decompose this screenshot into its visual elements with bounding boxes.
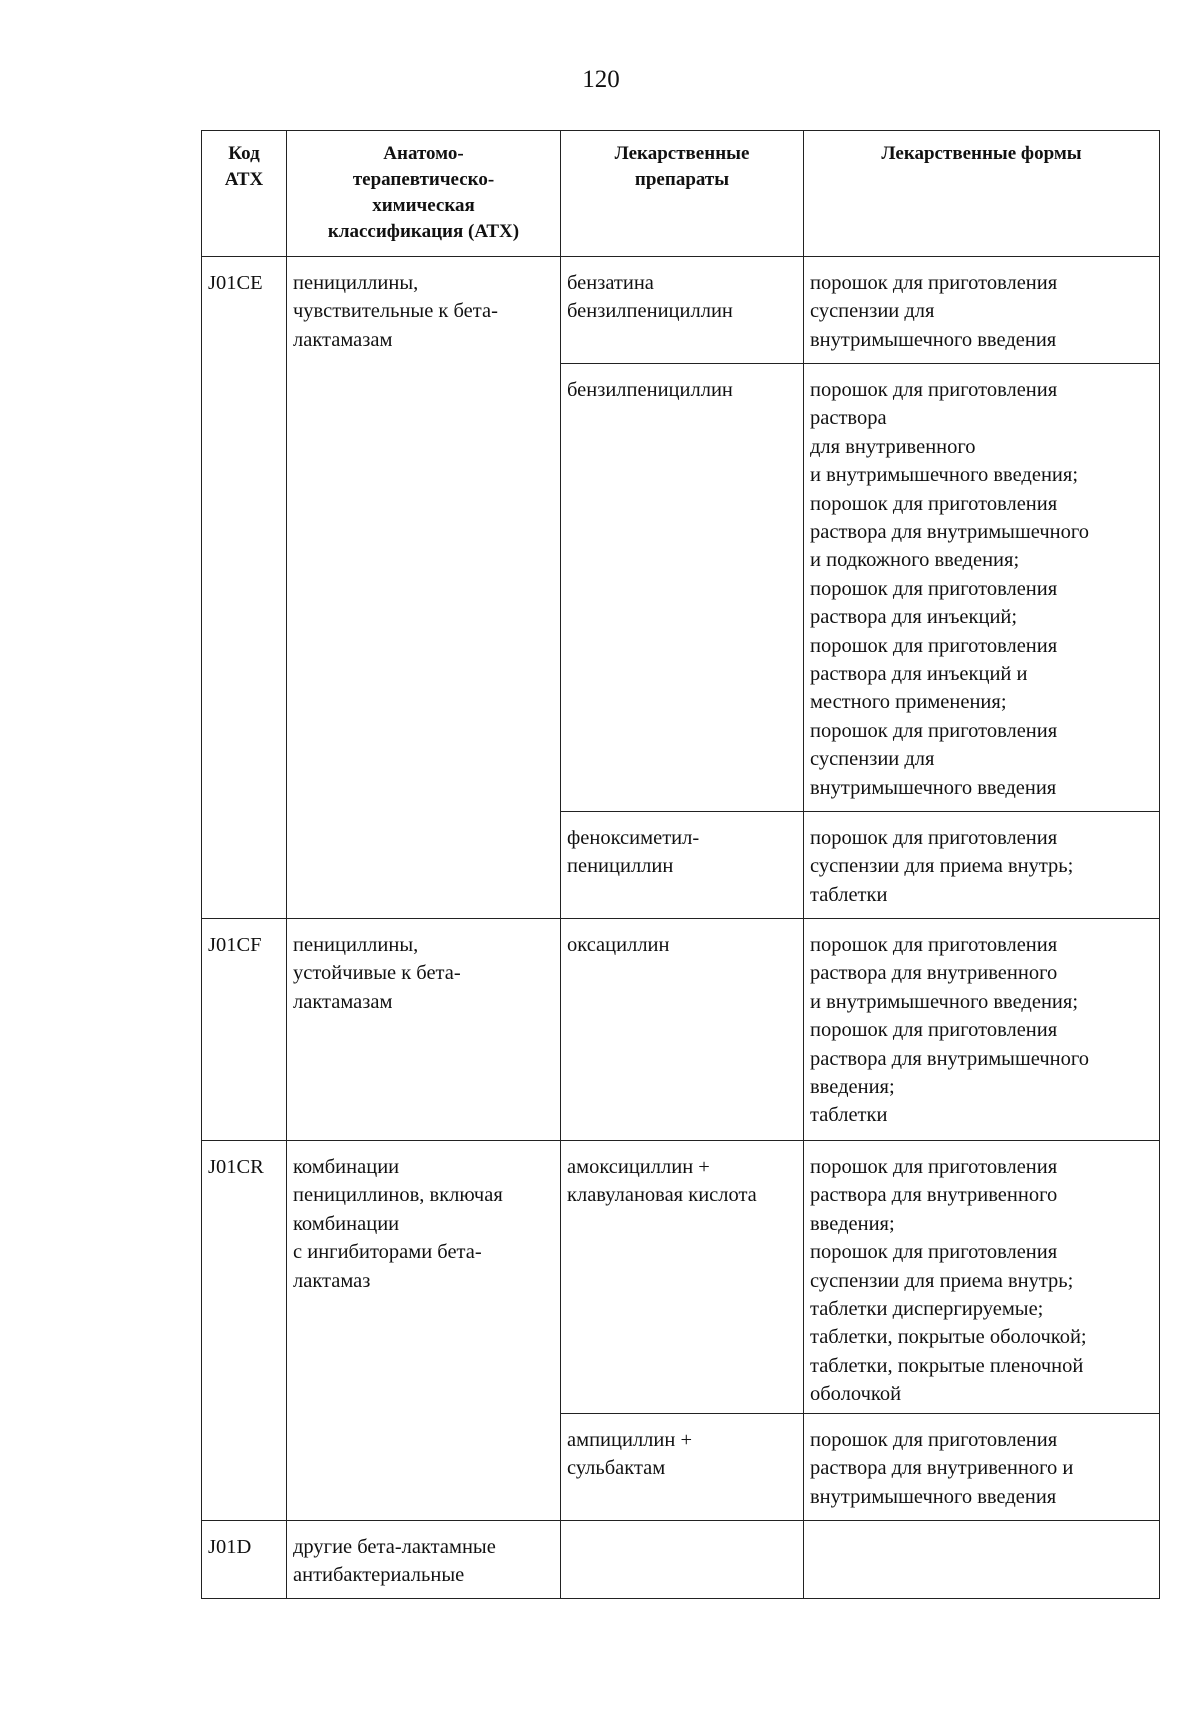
drug-cell: феноксиметил- пенициллин [561, 812, 804, 919]
page-number: 120 [582, 66, 620, 93]
atc-drug-table [201, 130, 1160, 1599]
forms-cell: порошок для приготовления раствора для внутривенного и внутримышечного введения; порошок для приготовления раствора для внутримышечного введения; таблетки [804, 919, 1160, 1141]
drug-cell: ампициллин + сульбактам [561, 1414, 804, 1521]
atc-code-cell: J01CR [202, 1141, 287, 1521]
table-header-row [202, 131, 1160, 257]
table-row [202, 257, 1160, 364]
classification-cell: пенициллины, устойчивые к бета- лактамазам [287, 919, 561, 1141]
atc-code-cell: J01CE [202, 257, 287, 919]
header-forms: Лекарственные формы [804, 131, 1160, 257]
table-row [202, 919, 1160, 1141]
drug-cell [561, 1521, 804, 1599]
forms-cell: порошок для приготовления раствора для внутривенного и внутримышечного введения; порошок для приготовления раствора для внутримышечного и подкожного введения; порошок для приготовления раствора для инъекций; порошок для приготовления раствора для инъекций и местного применения; порошок для приготовления суспензии для внутримышечного введения [804, 364, 1160, 812]
drug-cell: бензатина бензилпенициллин [561, 257, 804, 364]
table-row [202, 1141, 1160, 1414]
forms-cell: порошок для приготовления раствора для внутривенного и внутримышечного введения [804, 1414, 1160, 1521]
header-code: Код АТХ [202, 131, 287, 257]
forms-cell: порошок для приготовления раствора для внутривенного введения; порошок для приготовления суспензии для приема внутрь; таблетки диспергируемые; таблетки, покрытые оболочкой; таблетки, покрытые пленочной оболочкой [804, 1141, 1160, 1414]
atc-code-cell: J01CF [202, 919, 287, 1141]
drug-cell: амоксициллин + клавулановая кислота [561, 1141, 804, 1414]
header-drugs: Лекарственные препараты [561, 131, 804, 257]
drug-cell: бензилпенициллин [561, 364, 804, 812]
table-row [202, 1521, 1160, 1599]
classification-cell: пенициллины, чувствительные к бета- лактамазам [287, 257, 561, 919]
classification-cell: другие бета-лактамные антибактериальные [287, 1521, 561, 1599]
header-classification: Анатомо- терапевтическо- химическая классификация (АТХ) [287, 131, 561, 257]
forms-cell [804, 1521, 1160, 1599]
atc-code-cell: J01D [202, 1521, 287, 1599]
forms-cell: порошок для приготовления суспензии для приема внутрь; таблетки [804, 812, 1160, 919]
forms-cell: порошок для приготовления суспензии для внутримышечного введения [804, 257, 1160, 364]
classification-cell: комбинации пенициллинов, включая комбинации с ингибиторами бета- лактамаз [287, 1141, 561, 1521]
drug-cell: оксациллин [561, 919, 804, 1141]
